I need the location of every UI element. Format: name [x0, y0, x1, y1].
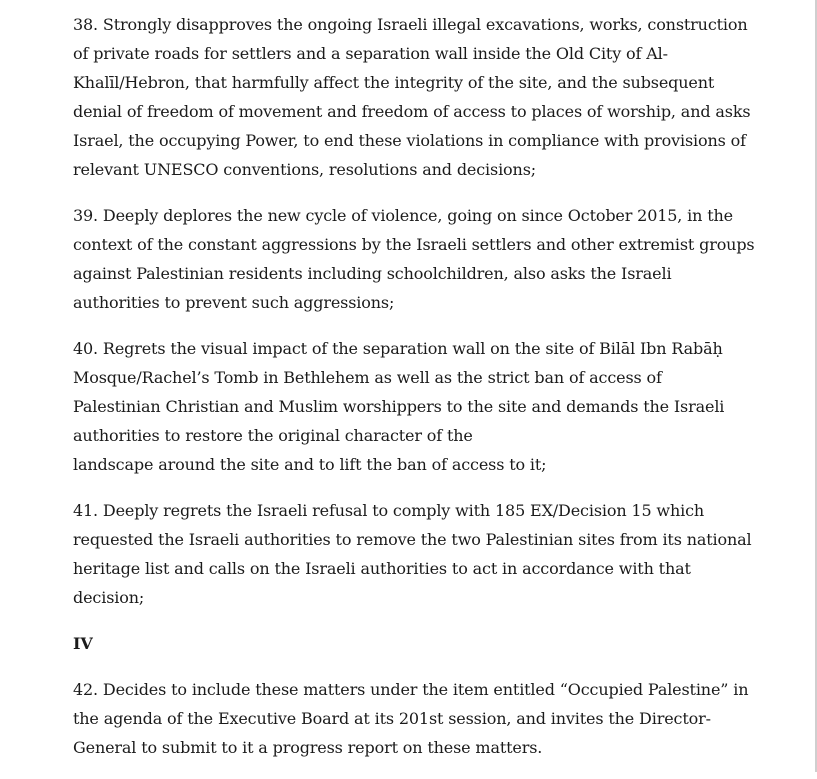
text-line: Khalīl/Hebron, that harmfully affect the integrity of the site, and the subsequent — [73, 73, 715, 92]
text-line: 40. Regrets the visual impact of the separation wall on the site of Bilāl Ibn Rabāḥ — [73, 339, 723, 358]
paragraph-42 — [73, 675, 763, 762]
text-line: General to submit to it a progress report on these matters. — [73, 738, 543, 757]
text-line: 41. Deeply regrets the Israeli refusal to comply with 185 EX/Decision 15 which — [73, 501, 705, 520]
paragraph-39 — [73, 201, 763, 317]
text-line: context of the constant aggressions by the Israeli settlers and other extremist groups — [73, 235, 755, 254]
text-line: requested the Israeli authorities to remove the two Palestinian sites from its national — [73, 530, 752, 549]
paragraph-38 — [73, 10, 763, 184]
text-line: 42. Decides to include these matters under the item entitled “Occupied Palestine” in — [73, 680, 749, 699]
text-line: Israel, the occupying Power, to end these violations in compliance with provisions of — [73, 131, 746, 150]
document-body — [73, 10, 763, 779]
text-line: decision; — [73, 588, 145, 607]
text-line: Mosque/Rachel’s Tomb in Bethlehem as well as the strict ban of access of — [73, 368, 662, 387]
text-line: landscape around the site and to lift the ban of access to it; — [73, 455, 547, 474]
text-line: authorities to restore the original character of the — [73, 426, 473, 445]
text-line: 38. Strongly disapproves the ongoing Israeli illegal excavations, works, construction — [73, 15, 748, 34]
section-heading: IV — [73, 634, 93, 653]
text-line: of private roads for settlers and a separation wall inside the Old City of Al- — [73, 44, 668, 63]
text-line: relevant UNESCO conventions, resolutions and decisions; — [73, 160, 536, 179]
text-line: against Palestinian residents including schoolchildren, also asks the Israeli — [73, 264, 672, 283]
text-line: Palestinian Christian and Muslim worshippers to the site and demands the Israeli — [73, 397, 725, 416]
paragraph-40 — [73, 334, 763, 479]
text-line: the agenda of the Executive Board at its 201st session, and invites the Director- — [73, 709, 711, 728]
text-line: 39. Deeply deplores the new cycle of violence, going on since October 2015, in the — [73, 206, 733, 225]
text-line: heritage list and calls on the Israeli authorities to act in accordance with that — [73, 559, 691, 578]
text-line: authorities to prevent such aggressions; — [73, 293, 395, 312]
paragraph-41 — [73, 496, 763, 612]
text-line: denial of freedom of movement and freedom of access to places of worship, and asks — [73, 102, 751, 121]
